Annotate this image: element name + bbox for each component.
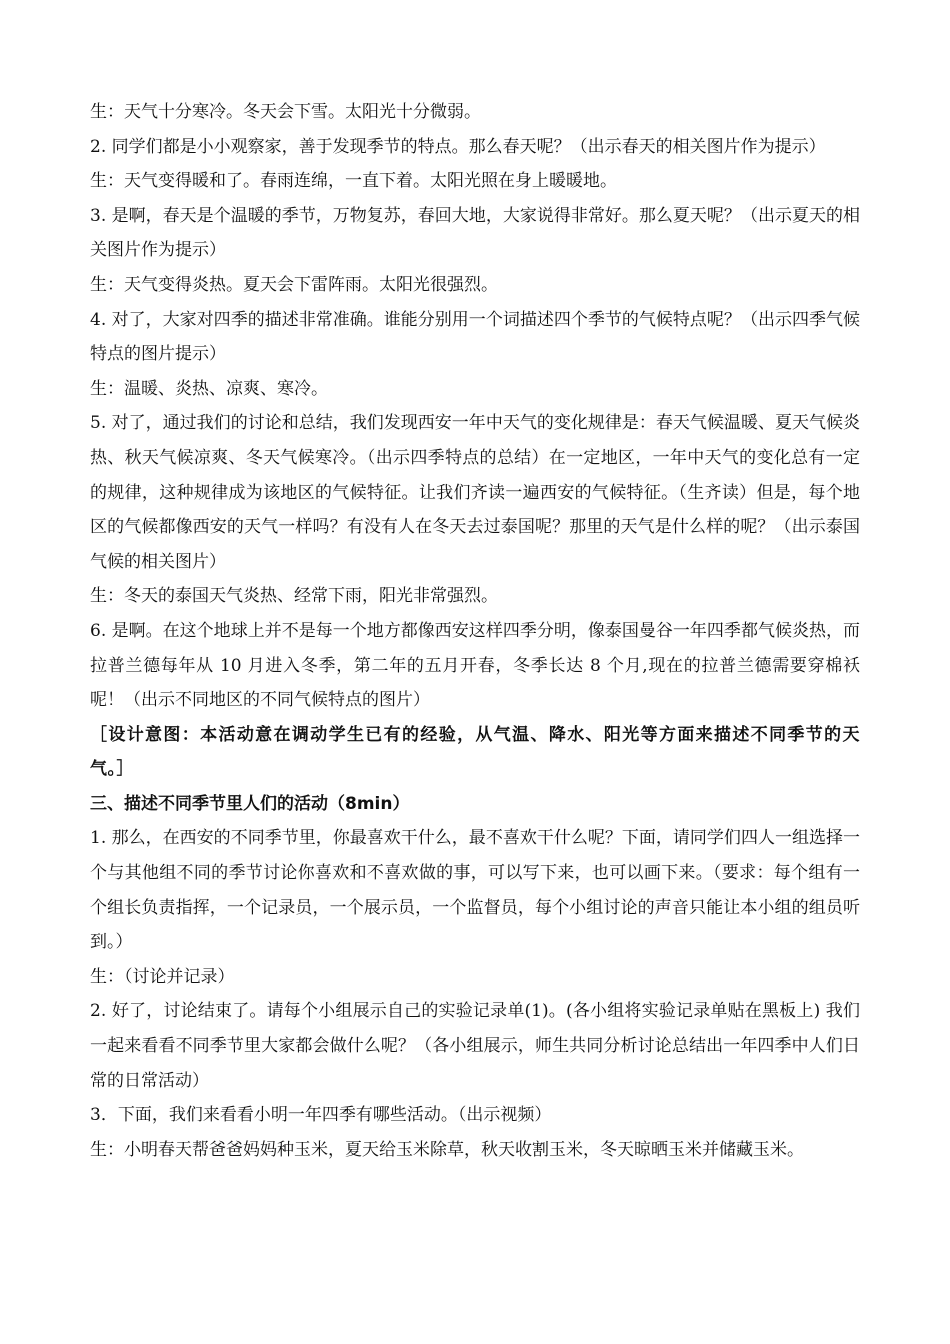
student-answer-spring: 生：天气变得暖和了。春雨连绵，一直下着。太阳光照在身上暖暖地。	[90, 171, 617, 192]
document-body	[90, 95, 860, 1167]
item-5-xian-climate: 5. 对了，通过我们的讨论和总结，我们发现西安一年中天气的变化规律是：春天气候温暖、夏天气候炎热、秋天气候凉爽、冬天气候寒冷。（出示四季特点的总结）在一定地区，一年中天气的变化总有一定的规律，这种规律成为该地区的气候特征。让我们齐读一遍西安的气候特征。（生齐读）但是，每个地区的气候都像西安的天气一样吗？有没有人在冬天去过泰国呢？那里的天气是什么样的呢？（出示泰国气候的相关图片）	[90, 413, 860, 572]
item-2-group-presentation: 2. 好了，讨论结束了。请每个小组展示自己的实验记录单(1)。(各小组将实验记录单贴在黑板上) 我们一起来看看不同季节里大家都会做什么呢？（各小组展示，师生共同分析讨论总结出一年四季中人们日常的日常活动）	[90, 1001, 860, 1091]
item-4-four-seasons-question: 4. 对了，大家对四季的描述非常准确。谁能分别用一个词描述四个季节的气候特点呢？（出示四季气候特点的图片提示）	[90, 309, 860, 365]
section-heading-3: 三、描述不同季节里人们的活动（8min）	[90, 793, 410, 814]
item-1-group-discussion: 1. 那么，在西安的不同季节里，你最喜欢干什么，最不喜欢干什么呢？下面，请同学们四人一组选择一个与其他组不同的季节讨论你喜欢和不喜欢做的事，可以写下来，也可以画下来。（要求：每个组有一个组长负责指挥，一个记录员，一个展示员，一个监督员，每个小组讨论的声音只能让本小组的组员听到。）	[90, 828, 860, 953]
student-answer-xiaoming: 生：小明春天帮爸爸妈妈种玉米，夏天给玉米除草，秋天收割玉米，冬天晾晒玉米并储藏玉米。	[90, 1139, 804, 1160]
item-2-spring-question: 2. 同学们都是小小观察家，善于发现季节的特点。那么春天呢？（出示春天的相关图片作为提示）	[90, 136, 826, 157]
item-3-summer-question: 3. 是啊，春天是个温暖的季节，万物复苏，春回大地，大家说得非常好。那么夏天呢？（出示夏天的相关图片作为提示）	[90, 205, 860, 261]
student-answer-four-words: 生：温暖、炎热、凉爽、寒冷。	[90, 378, 328, 399]
design-intent: ［设计意图：本活动意在调动学生已有的经验，从气温、降水、阳光等方面来描述不同季节的天气。］	[90, 724, 860, 780]
item-6-different-regions: 6. 是啊。在这个地球上并不是每一个地方都像西安这样四季分明，像泰国曼谷一年四季都气候炎热，而拉普兰德每年从 10 月进入冬季，第二年的五月开春，冬季长达 8 个月,现在的拉普兰德需要穿棉袄呢！（出示不同地区的不同气候特点的图片）	[90, 620, 860, 711]
item-3-video: 3．下面，我们来看看小明一年四季有哪些活动。（出示视频）	[90, 1105, 552, 1126]
student-discuss-record: 生：（讨论并记录）	[90, 966, 235, 987]
student-answer-winter: 生：天气十分寒冷。冬天会下雪。太阳光十分微弱。	[90, 102, 481, 122]
student-answer-summer: 生：天气变得炎热。夏天会下雷阵雨。太阳光很强烈。	[90, 274, 498, 295]
student-answer-thailand: 生：冬天的泰国天气炎热、经常下雨，阳光非常强烈。	[90, 586, 498, 607]
